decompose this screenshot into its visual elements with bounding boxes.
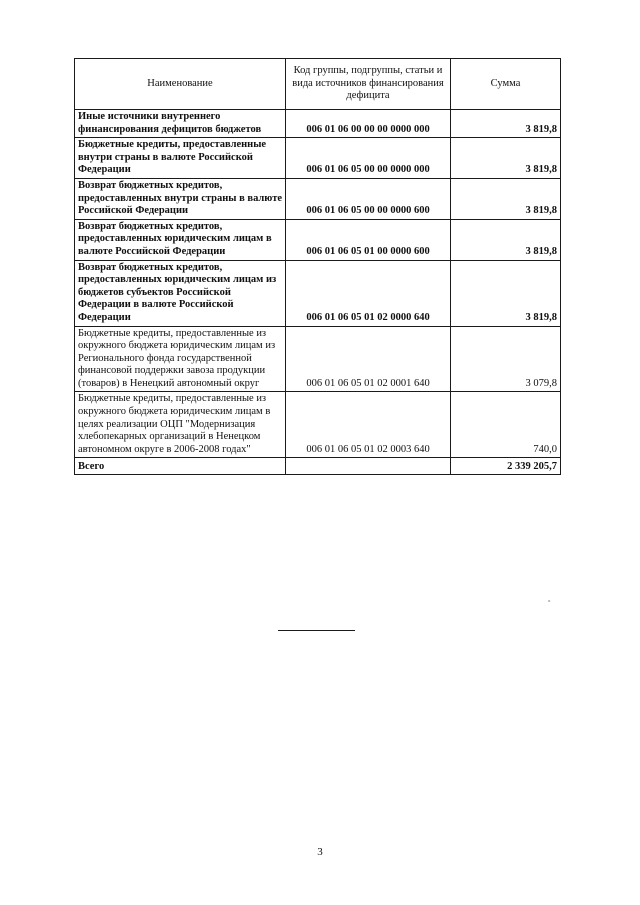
- footnote-mark: »: [548, 599, 551, 604]
- row-code: 006 01 06 05 01 00 0000 600: [286, 219, 451, 260]
- row-sum: 740,0: [451, 392, 561, 458]
- table-row: [75, 219, 561, 260]
- row-code: 006 01 06 05 01 02 0000 640: [286, 260, 451, 326]
- row-name: Возврат бюджетных кредитов, предоставленных внутри страны в валюте Российской Федерации: [75, 178, 286, 219]
- row-sum: 3 819,8: [451, 110, 561, 138]
- row-name: Бюджетные кредиты, предоставленные из окружного бюджета юридическим лицам из Регионального фонда государственной финансовой поддержки завоза продукции (товаров) в Ненецкий автономный округ: [75, 326, 286, 392]
- table-row: [75, 392, 561, 458]
- row-sum: 3 819,8: [451, 219, 561, 260]
- table-row: [75, 110, 561, 138]
- row-name: Возврат бюджетных кредитов, предоставленных юридическим лицам в валюте Российской Федерации: [75, 219, 286, 260]
- row-code: 006 01 06 00 00 00 0000 000: [286, 110, 451, 138]
- row-code: 006 01 06 05 01 02 0003 640: [286, 392, 451, 458]
- page-number: 3: [317, 846, 323, 858]
- row-name: Бюджетные кредиты, предоставленные из окружного бюджета юридическим лицам в целях реализации ОЦП "Модернизация хлебопекарных организаций в Ненецком автономном округе в 2006-2008 годах": [75, 392, 286, 458]
- total-row: [75, 458, 561, 475]
- separator-line: [278, 630, 355, 631]
- row-code: 006 01 06 05 01 02 0001 640: [286, 326, 451, 392]
- header-sum: Сумма: [451, 59, 561, 110]
- total-sum: 2 339 205,7: [451, 458, 561, 475]
- row-sum: 3 819,8: [451, 178, 561, 219]
- table-row: [75, 138, 561, 179]
- row-sum: 3 079,8: [451, 326, 561, 392]
- table-header-row: [75, 59, 561, 110]
- row-code: 006 01 06 05 00 00 0000 600: [286, 178, 451, 219]
- row-code: 006 01 06 05 00 00 0000 000: [286, 138, 451, 179]
- total-label: Всего: [75, 458, 286, 475]
- row-name: Бюджетные кредиты, предоставленные внутри страны в валюте Российской Федерации: [75, 138, 286, 179]
- header-code: Код группы, подгруппы, статьи и вида источников финансирования дефицита: [286, 59, 451, 110]
- row-sum: 3 819,8: [451, 260, 561, 326]
- table-row: [75, 178, 561, 219]
- total-code: [286, 458, 451, 475]
- row-name: Иные источники внутреннего финансирования дефицитов бюджетов: [75, 110, 286, 138]
- header-name: Наименование: [75, 59, 286, 110]
- table-row: [75, 260, 561, 326]
- row-name: Возврат бюджетных кредитов, предоставленных юридическим лицам из бюджетов субъектов Российской Федерации в валюте Российской Федерации: [75, 260, 286, 326]
- table-row: [75, 326, 561, 392]
- deficit-sources-table: [74, 58, 561, 475]
- row-sum: 3 819,8: [451, 138, 561, 179]
